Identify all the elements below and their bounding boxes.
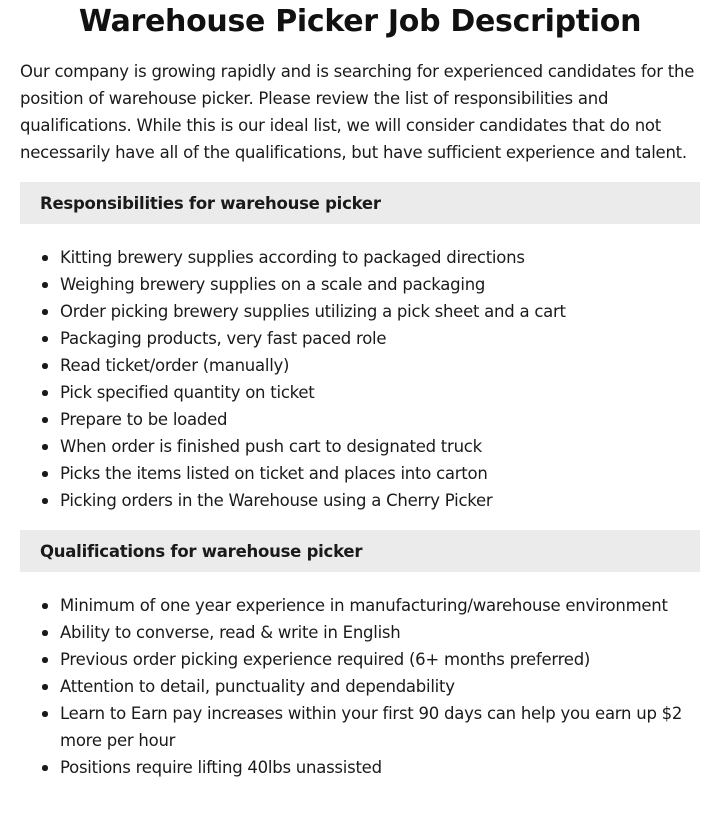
list-item: Packaging products, very fast paced role [60, 325, 700, 352]
list-item: Ability to converse, read & write in English [60, 619, 700, 646]
intro-paragraph: Our company is growing rapidly and is searching for experienced candidates for the position of warehouse picker. Please review the list of responsibilities and qualifications. While this is our ideal list, we will consider candidates that do not necessarily have all of the qualifications, but have sufficient experience and talent. [20, 62, 695, 162]
list-item: Attention to detail, punctuality and dependability [60, 673, 700, 700]
list-item: Prepare to be loaded [60, 406, 700, 433]
list-item: Minimum of one year experience in manufacturing/warehouse environment [60, 592, 700, 619]
responsibilities-heading: Responsibilities for warehouse picker [20, 182, 700, 224]
list-item: Order picking brewery supplies utilizing a pick sheet and a cart [60, 298, 700, 325]
list-item: Pick specified quantity on ticket [60, 379, 700, 406]
list-item: When order is finished push cart to designated truck [60, 433, 700, 460]
page-title: Warehouse Picker Job Description [78, 4, 642, 39]
list-item: Read ticket/order (manually) [60, 352, 700, 379]
list-item: Kitting brewery supplies according to packaged directions [60, 244, 700, 271]
list-item: Weighing brewery supplies on a scale and packaging [60, 271, 700, 298]
responsibilities-list [20, 244, 700, 514]
list-item: Learn to Earn pay increases within your first 90 days can help you earn up $2 more per hour [60, 700, 700, 754]
qualifications-heading: Qualifications for warehouse picker [20, 530, 700, 572]
list-item: Picks the items listed on ticket and places into carton [60, 460, 700, 487]
list-item: Positions require lifting 40lbs unassisted [60, 754, 700, 781]
list-item: Picking orders in the Warehouse using a Cherry Picker [60, 487, 700, 514]
list-item: Previous order picking experience required (6+ months preferred) [60, 646, 700, 673]
qualifications-list [20, 592, 700, 781]
